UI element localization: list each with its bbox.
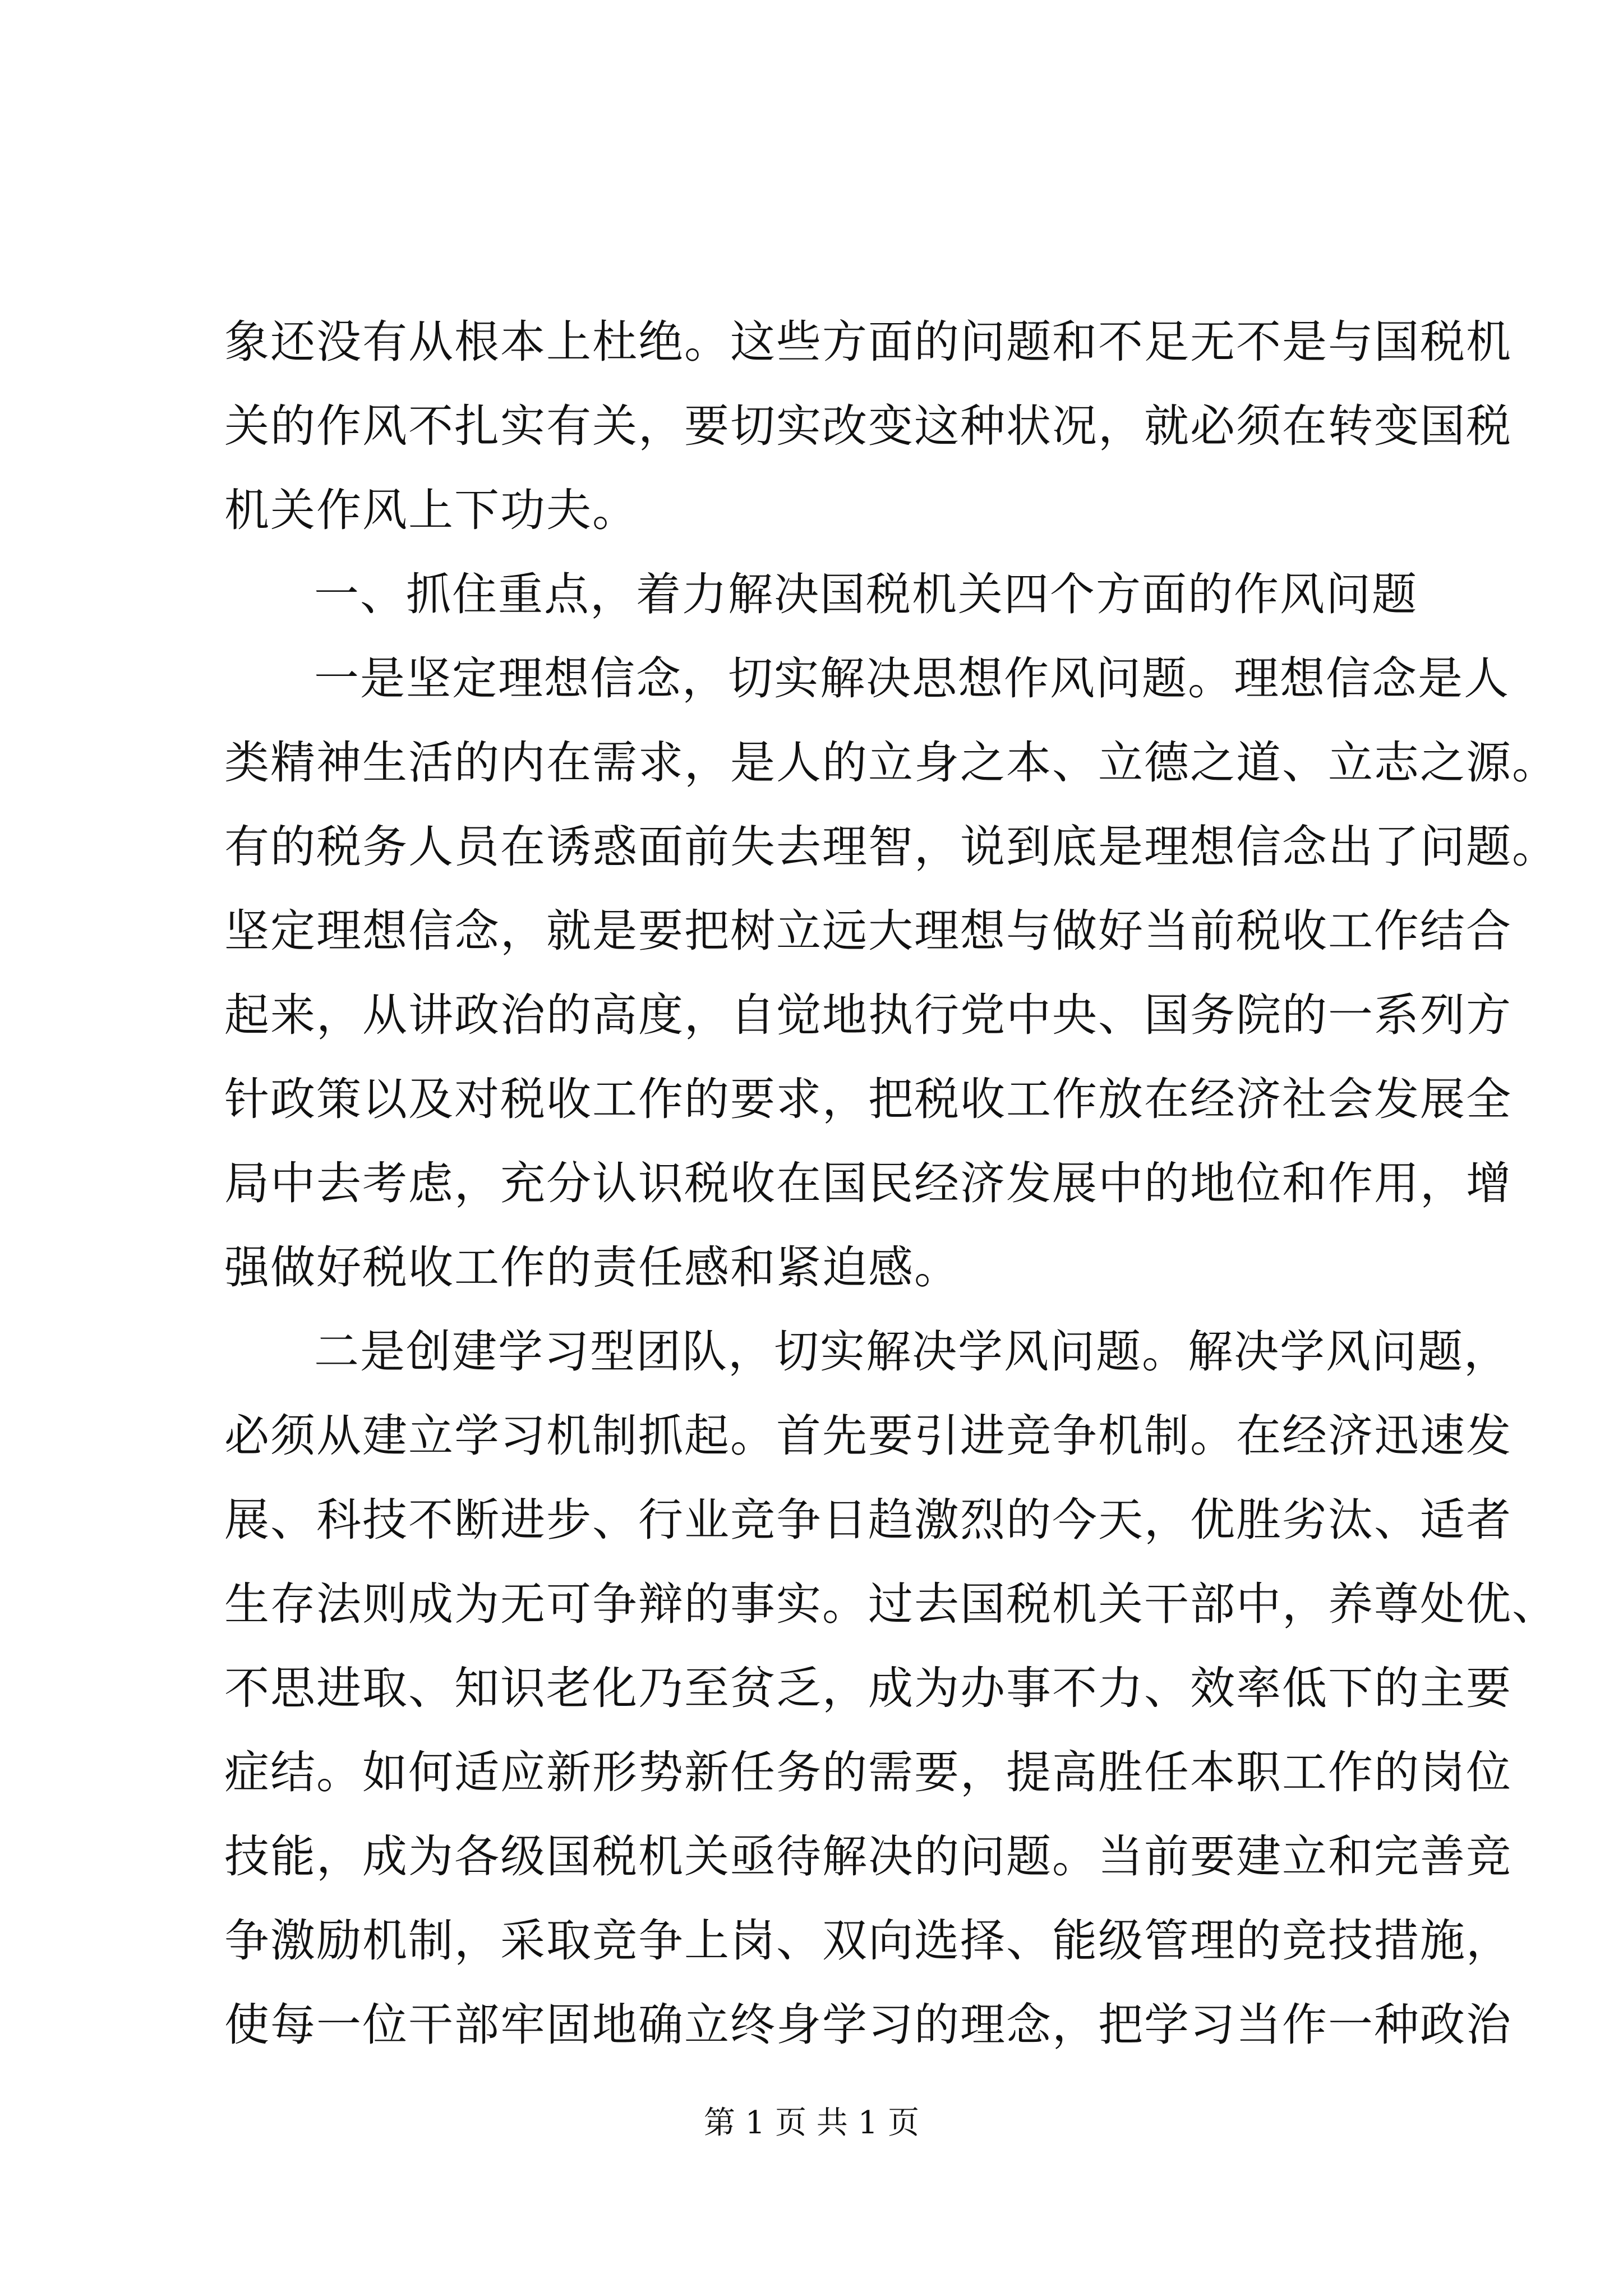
body-text-line: 二是创建学习型团队，切实解决学风问题。解决学风问题，: [314, 1326, 1510, 1378]
body-text-line: 技能，成为各级国税机关亟待解决的问题。当前要建立和完善竞: [224, 1830, 1512, 1883]
page-number-footer: 第 1 页 共 1 页: [703, 2105, 920, 2141]
body-text-line: 争激励机制，采取竞争上岗、双向选择、能级管理的竞技措施，: [224, 1915, 1512, 1967]
body-text-line: 象还没有从根本上杜绝。这些方面的问题和不足无不是与国税机: [224, 316, 1512, 368]
body-text-line: 必须从建立学习机制抓起。首先要引进竞争机制。在经济迅速发: [224, 1410, 1512, 1462]
body-text-line: 起来，从讲政治的高度，自觉地执行党中央、国务院的一系列方: [224, 989, 1512, 1041]
body-text-line: 使每一位干部牢固地确立终身学习的理念，把学习当作一种政治: [224, 1999, 1512, 2051]
body-text-line: 机关作风上下功夫。: [224, 484, 638, 536]
body-text-line: 一是坚定理想信念，切实解决思想作风问题。理想信念是人: [314, 652, 1510, 705]
body-text-line: 局中去考虑，充分认识税收在国民经济发展中的地位和作用，增: [224, 1157, 1512, 1209]
body-text-line: 类精神生活的内在需求，是人的立身之本、立德之道、立志之源。: [224, 737, 1558, 789]
section-heading: 一、抓住重点，着力解决国税机关四个方面的作风问题: [314, 568, 1418, 620]
body-text-line: 有的税务人员在诱惑面前失去理智，说到底是理想信念出了问题。: [224, 821, 1558, 873]
body-text-line: 针政策以及对税收工作的要求，把税收工作放在经济社会发展全: [224, 1073, 1512, 1125]
body-text-line: 不思进取、知识老化乃至贫乏，成为办事不力、效率低下的主要: [224, 1662, 1512, 1714]
body-text-line: 生存法则成为无可争辩的事实。过去国税机关干部中，养尊处优、: [224, 1578, 1558, 1630]
body-text-line: 强做好税收工作的责任感和紧迫感。: [224, 1241, 960, 1294]
body-text-line: 关的作风不扎实有关，要切实改变这种状况，就必须在转变国税: [224, 400, 1512, 452]
body-text-line: 展、科技不断进步、行业竞争日趋激烈的今天，优胜劣汰、适者: [224, 1494, 1512, 1546]
body-text-line: 坚定理想信念，就是要把树立远大理想与做好当前税收工作结合: [224, 905, 1512, 957]
body-text-line: 症结。如何适应新形势新任务的需要，提高胜任本职工作的岗位: [224, 1746, 1512, 1798]
